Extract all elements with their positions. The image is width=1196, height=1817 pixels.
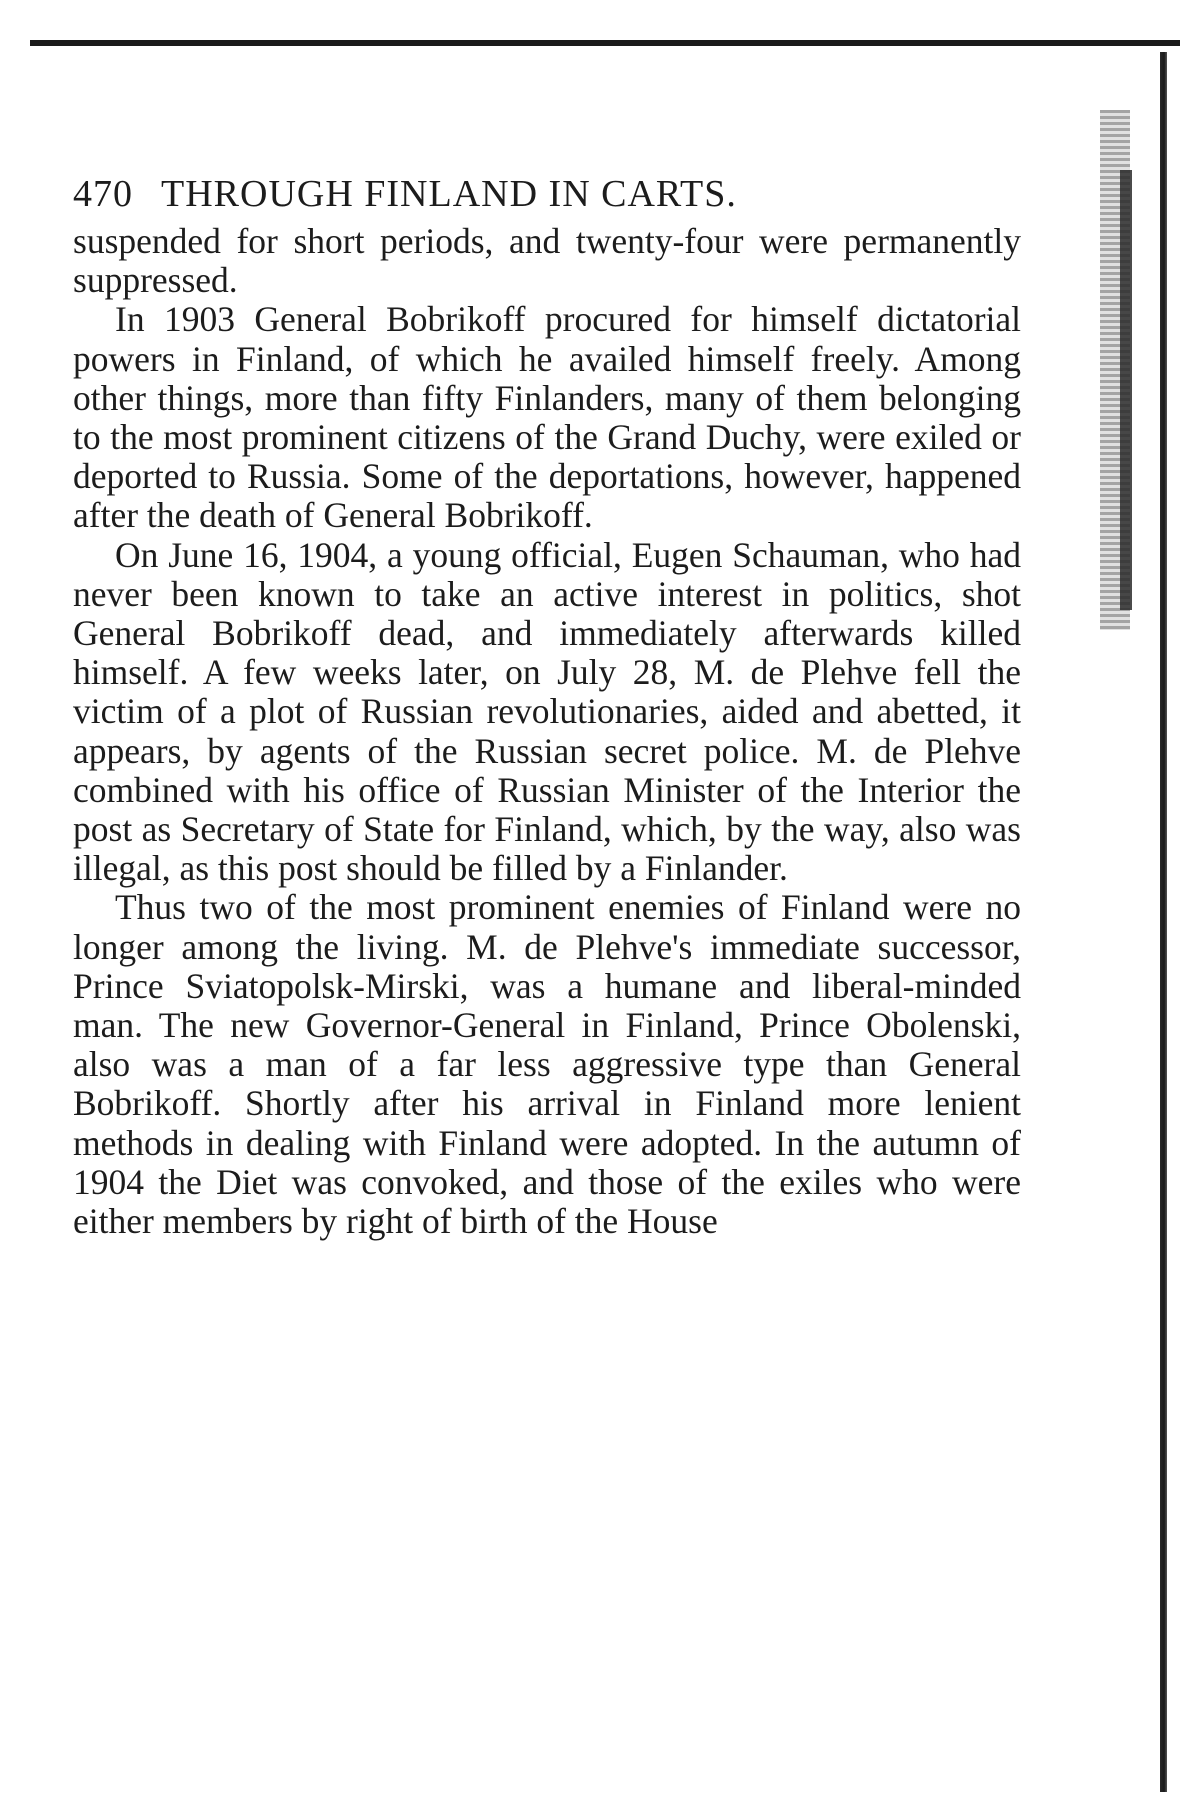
paragraph-assassination: On June 16, 1904, a young official, Eugen Schauman, who had never been known to take an active interest in politics, shot General Bobrikoff dead, and immediately afterwards killed himself. A few weeks later, on July 28, M. de Plehve fell the victim of a plot of Russian revolutionaries, aided and abetted, it appears, by agents of the Russian secret police. M. de Plehve combined with his office of Russian Minister of the Interior the post as Secretary of State for Finland, which, by the way, also was illegal, as this post should be filled by a Finlander. — [73, 534, 1021, 889]
paragraph-bobrikoff-powers: In 1903 General Bobrikoff procured for himself dictatorial powers in Finland, of which he availed himself freely. Among other things, more than fifty Finlanders, many of them belonging to the most prominent citizens of the Grand Duchy, were exiled or deported to Russia. Some of the deportations, however, happened after the death of General Bobrikoff. — [73, 299, 1021, 536]
page-top-rule — [30, 40, 1180, 46]
page-number: 470 — [73, 173, 133, 215]
page-right-edge — [1160, 52, 1167, 1792]
book-page — [73, 172, 1021, 1241]
paragraph-enemies: Thus two of the most prominent enemies of Finland were no longer among the living. M. de Plehve's immediate successor, Prince Sviatopolsk-Mirski, was a humane and liberal-minded man. The new Governor-General in Finland, Prince Obolenski, also was a man of a far less aggressive type than General Bobrikoff. Shortly after his arrival in Finland more lenient methods in dealing with Finland were adopted. In the autumn of 1904 the Diet was convoked, and those of the exiles who were either members by right of birth of the House — [73, 887, 1021, 1242]
running-title: THROUGH FINLAND IN CARTS. — [161, 173, 737, 215]
paragraph-continuation: suspended for short periods, and twenty-four were permanently suppressed. — [73, 221, 1021, 301]
running-header — [73, 172, 1021, 216]
scan-edge-shadow-dark — [1120, 170, 1132, 610]
